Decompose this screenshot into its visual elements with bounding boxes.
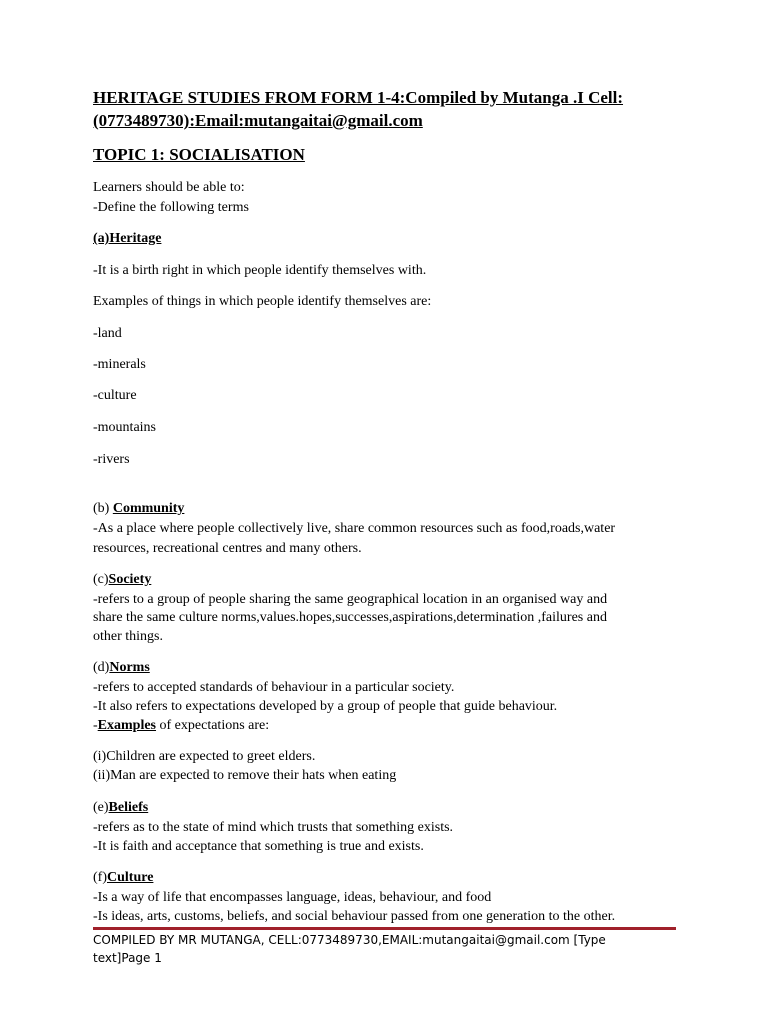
heritage-example-item: -mountains <box>93 420 156 435</box>
society-prefix: (c) <box>93 572 109 587</box>
beliefs-heading: Beliefs <box>108 800 149 815</box>
norms-example-item: (i)Children are expected to greet elders. <box>93 749 316 764</box>
norms-examples-line <box>93 716 269 735</box>
community-prefix: (b) <box>93 501 113 516</box>
norms-prefix: (d) <box>93 660 110 675</box>
community-text: -As a place where people collectively live, share common resources such as food,roads,water <box>93 521 616 536</box>
intro-line: Learners should be able to: <box>93 180 245 195</box>
heritage-examples-intro: Examples of things in which people identify themselves are: <box>93 294 432 309</box>
norms-examples-dash: - <box>93 718 98 733</box>
beliefs-text: -refers as to the state of mind which trusts that something exists. <box>93 820 454 835</box>
heritage-definition: -It is a birth right in which people identify themselves with. <box>93 263 427 278</box>
footer-divider <box>93 927 676 930</box>
culture-heading: Culture <box>107 870 154 885</box>
norms-examples-rest: of expectations are: <box>156 718 270 733</box>
document-title: HERITAGE STUDIES FROM FORM 1-4:Compiled by Mutanga .I Cell: (0773489730):Email:mutangaitai@gmail.com <box>93 88 624 130</box>
norms-text: -It also refers to expectations developed by a group of people that guide behaviour. <box>93 699 558 714</box>
culture-prefix: (f) <box>93 870 107 885</box>
society-heading-line <box>93 570 151 589</box>
community-text: resources, recreational centres and many others. <box>93 541 362 556</box>
society-text: -refers to a group of people sharing the same geographical location in an organised way and <box>93 592 608 607</box>
community-heading-line <box>93 499 184 518</box>
society-heading: Society <box>108 572 152 587</box>
heritage-example-item: -minerals <box>93 357 146 372</box>
beliefs-heading-line <box>93 798 148 817</box>
heritage-example-item: -land <box>93 326 122 341</box>
topic-heading: TOPIC 1: SOCIALISATION <box>93 145 305 164</box>
heritage-example-item: -rivers <box>93 452 130 467</box>
norms-examples-word: Examples <box>97 718 157 733</box>
norms-heading: Norms <box>109 660 150 675</box>
society-text: other things. <box>93 629 163 644</box>
culture-text: -Is a way of life that encompasses language, ideas, behaviour, and food <box>93 890 492 905</box>
community-heading: Community <box>112 501 185 516</box>
norms-text: -refers to accepted standards of behaviour in a particular society. <box>93 680 455 695</box>
intro-line: -Define the following terms <box>93 200 249 215</box>
page-footer: COMPILED BY MR MUTANGA, CELL:0773489730,EMAIL:mutangaitai@gmail.com [Type text]Page 1 <box>93 933 606 965</box>
culture-text: -Is ideas, arts, customs, beliefs, and social behaviour passed from one generation to the other. <box>93 909 616 924</box>
norms-example-item: (ii)Man are expected to remove their hats when eating <box>93 768 397 783</box>
culture-heading-line <box>93 868 153 887</box>
society-text: share the same culture norms,values.hopes,successes,aspirations,determination ,failures and <box>93 610 607 625</box>
heritage-example-item: -culture <box>93 388 137 403</box>
beliefs-text: -It is faith and acceptance that something is true and exists. <box>93 839 424 854</box>
heritage-heading: (a)Heritage <box>93 231 162 246</box>
beliefs-prefix: (e) <box>93 800 109 815</box>
norms-heading-line <box>93 658 150 677</box>
